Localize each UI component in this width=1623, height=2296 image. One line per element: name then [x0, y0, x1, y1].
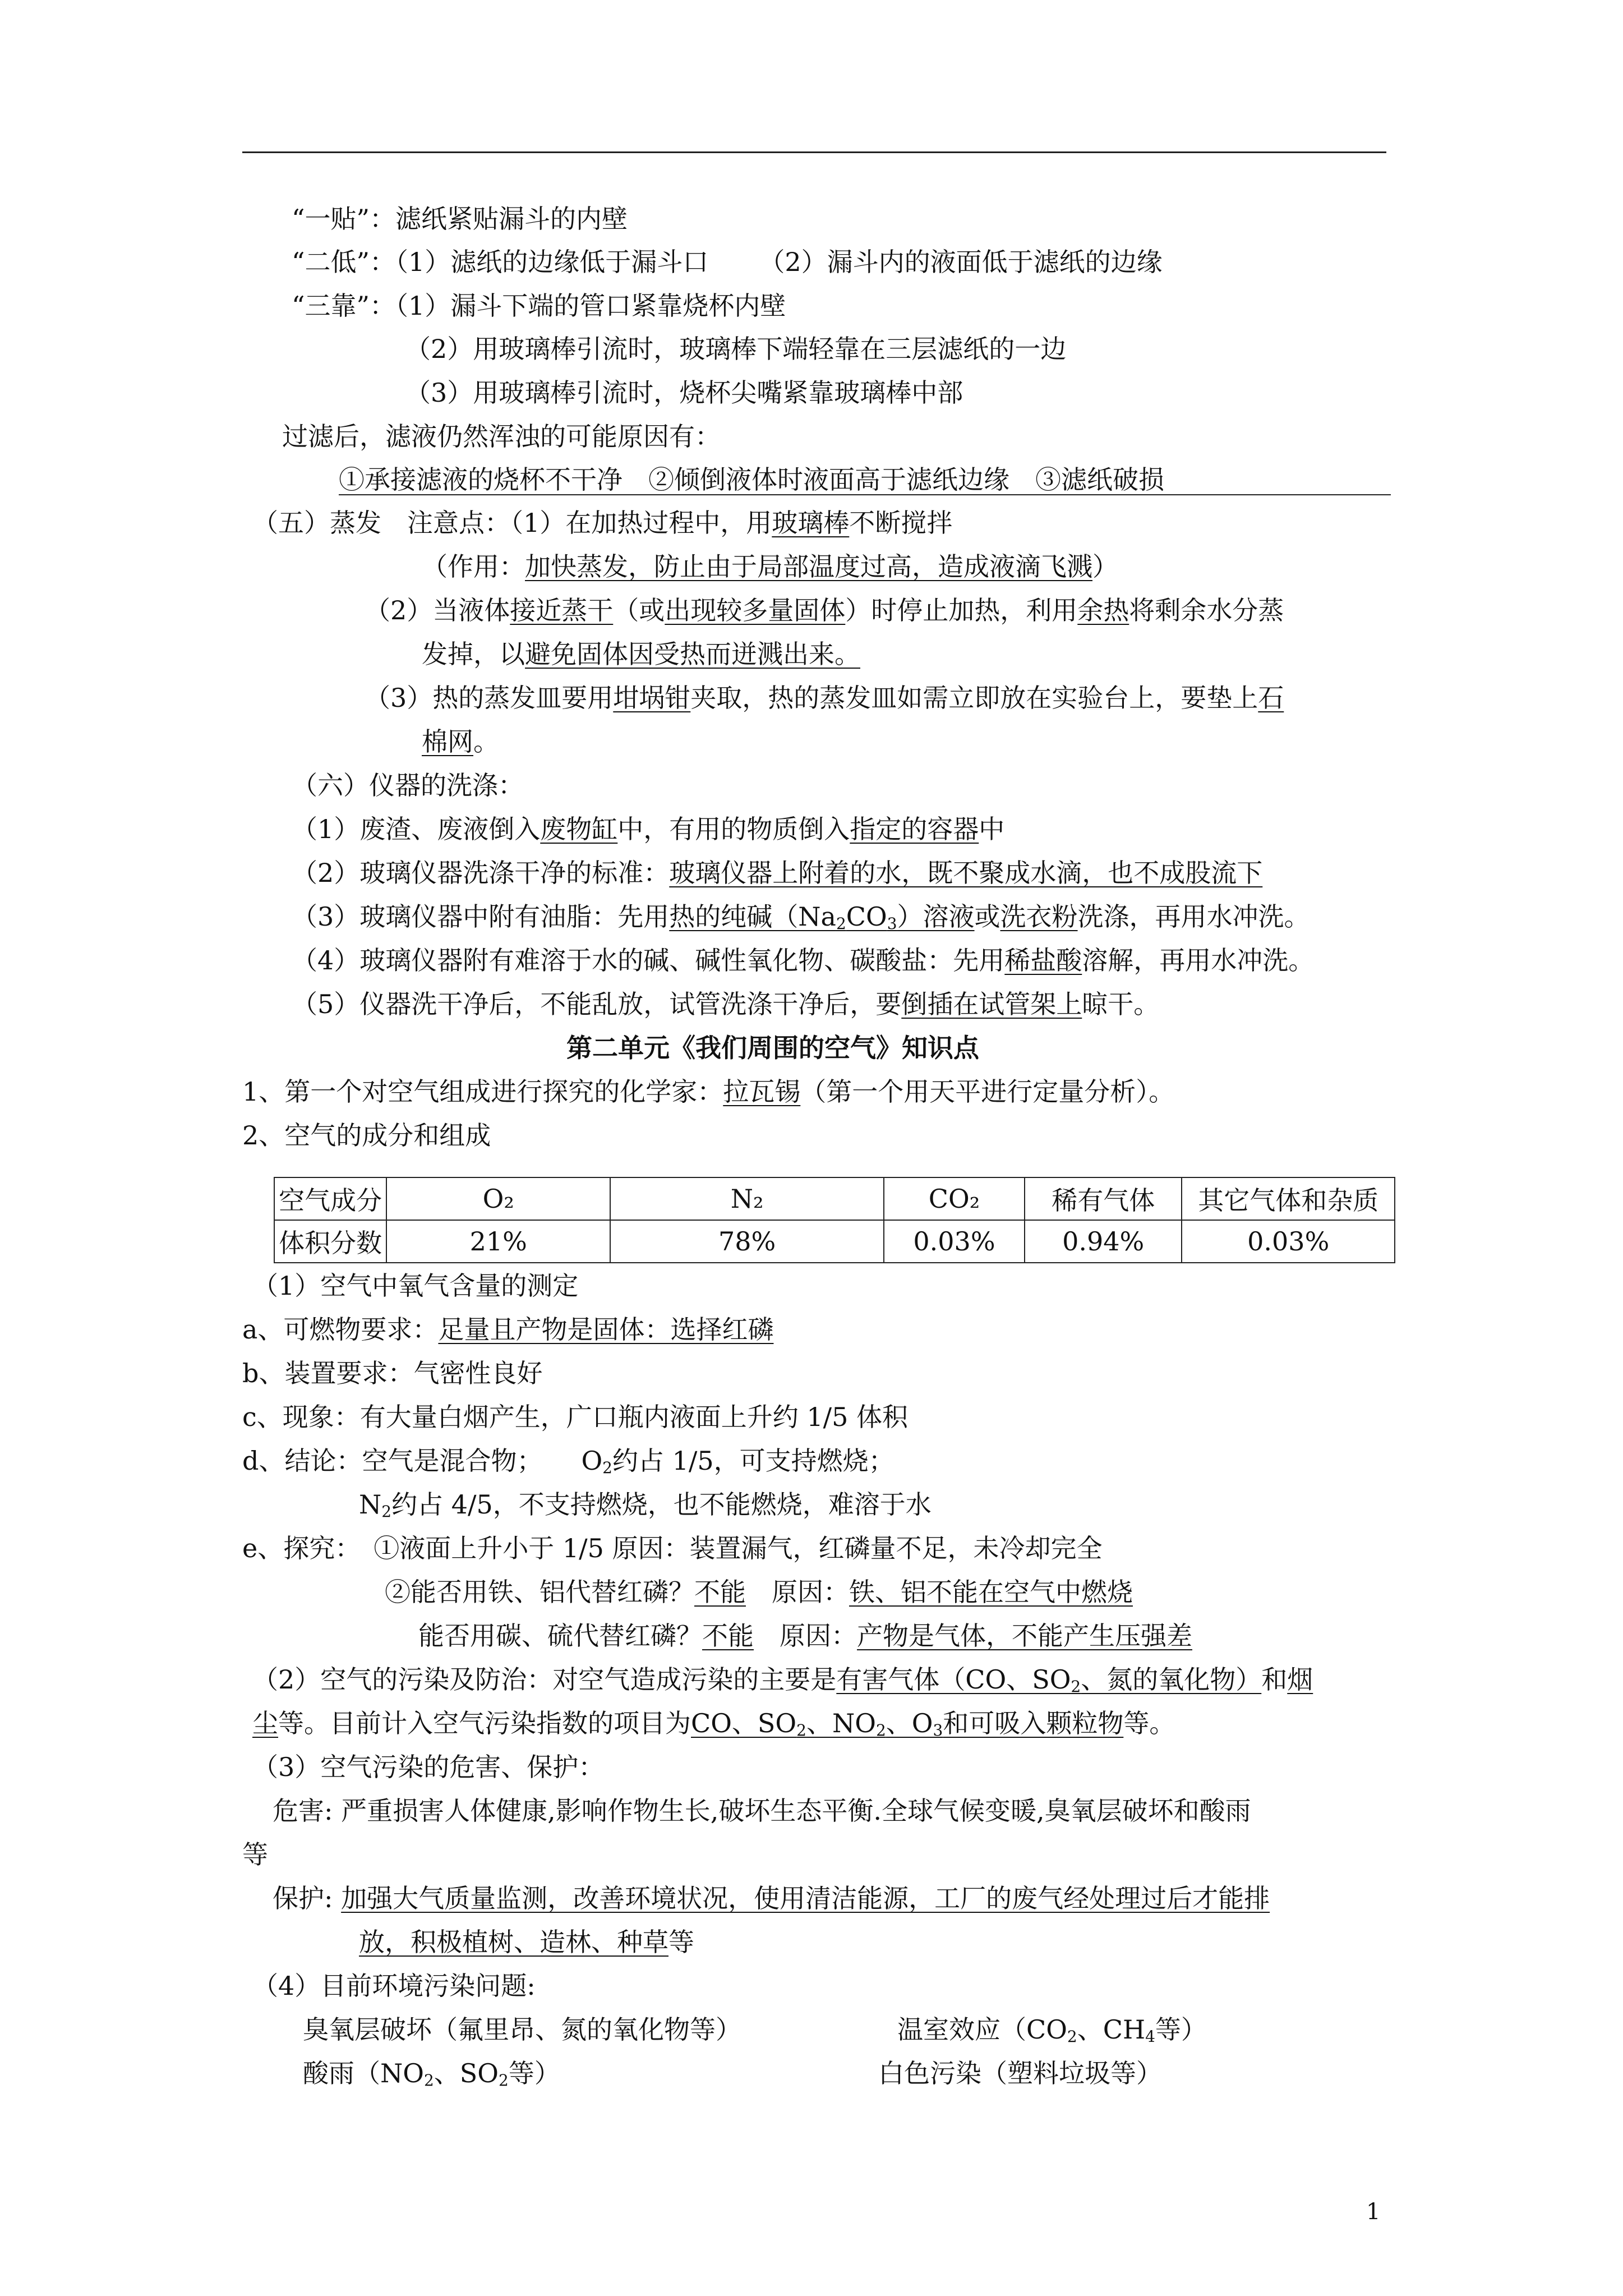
- evap-p3-end: 。: [473, 726, 499, 757]
- evap-p3: [365, 681, 1284, 715]
- poll-acid-s1: 2: [423, 2071, 434, 2090]
- oxy-d: [242, 1444, 895, 1485]
- poll-acid: [303, 2056, 560, 2097]
- table-cell: CO₂: [884, 1177, 1025, 1220]
- poll-p2-l2-u2b: 、NO: [806, 1708, 876, 1738]
- poll-ozone: 臭氧层破坏（氟里昂、氮的氧化物等）: [303, 2014, 741, 2045]
- unit2-p1-b: （第一个用天平进行定量分析）。: [800, 1076, 1175, 1107]
- poll-protect-u2: 放，积极植树、造林、种草: [359, 1927, 668, 1957]
- poll-gh-a: 温室效应（CO: [897, 2014, 1067, 2045]
- evap-p2: [365, 593, 1284, 627]
- wash-i4-a: （4）玻璃仪器附有难溶于水的碱、碱性氧化物、碳酸盐：先用: [292, 945, 1005, 976]
- table-cell: 空气成分: [274, 1177, 386, 1220]
- filter-sankao-3: （3）用玻璃棒引流时，烧杯尖嘴紧靠玻璃棒中部: [405, 378, 963, 408]
- oxy-e3-u2: 产物是气体，不能产生压强差: [857, 1621, 1192, 1651]
- filter-turbid-title: 过滤后，滤液仍然浑浊的可能原因有：: [282, 421, 721, 452]
- wash-item-5: [292, 987, 1159, 1021]
- evap-p2-solid: 出现较多量固体: [665, 595, 846, 625]
- wash-i1-a: （1）废渣、废液倒入: [292, 814, 541, 844]
- wash-i2-u: 玻璃仪器上附着的水，既不聚成水滴，也不成股流下: [669, 858, 1263, 888]
- evap-p2-a: （2）当液体: [365, 595, 510, 625]
- poll-acid-c: 等）: [508, 2058, 560, 2088]
- table-cell: O₂: [386, 1177, 610, 1220]
- wash-item-3: [292, 900, 1310, 941]
- evap-head-text: （五）蒸发 注意点：（1）在加热过程中，用: [252, 508, 772, 538]
- table-cell: N₂: [610, 1177, 884, 1220]
- oxy-e3: [418, 1619, 1192, 1653]
- unit2-p2: 2、空气的成分和组成: [242, 1120, 491, 1151]
- oxy-d-sub: 2: [602, 1458, 612, 1477]
- filter-erdi: [292, 245, 1163, 279]
- filter-sankao-2: （2）用玻璃棒引流时，玻璃棒下端轻靠在三层滤纸的一边: [405, 334, 1067, 364]
- oxy-e2-b: 原因：: [746, 1577, 849, 1607]
- table-cell: 0.03%: [1182, 1220, 1395, 1263]
- turbid-underline: [339, 494, 1391, 495]
- table-cell: 其它气体和杂质: [1182, 1177, 1395, 1220]
- poll-gh-b: 、CH: [1077, 2014, 1146, 2045]
- evap-role-open: （作用：: [422, 551, 525, 582]
- poll-gh-s1: 2: [1067, 2027, 1077, 2046]
- oxy-e3-u1: 不能: [702, 1621, 754, 1651]
- table-cell: 0.94%: [1025, 1220, 1182, 1263]
- poll-white: 白色污染（塑料垃圾等）: [878, 2058, 1162, 2088]
- poll-p2-a: （2）空气的污染及防治：对空气造成污染的主要是: [252, 1664, 837, 1695]
- wash-item-4: [292, 944, 1314, 977]
- poll-p2-u2: 烟: [1287, 1664, 1313, 1695]
- poll-p2-l2-s3: 3: [933, 1721, 943, 1740]
- table-cell: 78%: [610, 1220, 884, 1263]
- oxy-e2-a: ②能否用铁、铝代替红磷？: [385, 1577, 694, 1607]
- poll-p2-u1b: 、氮的氧化物）: [1081, 1664, 1262, 1695]
- table-cell: 体积分数: [274, 1220, 386, 1263]
- oxy-e3-a: 能否用碳、硫代替红磷？: [418, 1621, 702, 1651]
- evap-p2-near-dry: 接近蒸干: [510, 595, 614, 625]
- poll-acid-b: 、SO: [434, 2058, 499, 2088]
- wash-i4-u: 稀盐酸: [1004, 945, 1082, 976]
- poll-protect-u1: 加强大气质量监测，改善环境状况，使用清洁能源，工厂的废气经处理过后才能排: [341, 1883, 1270, 1913]
- poll-p2: [252, 1663, 1313, 1704]
- wash-i3-c: 洗涤，再用水冲洗。: [1077, 901, 1310, 932]
- oxy-e3-b: 原因：: [754, 1621, 857, 1651]
- wash-i1-u2: 指定的容器: [850, 814, 979, 844]
- oxy-d-b: 约占 1/5，可支持燃烧；: [612, 1446, 895, 1476]
- poll-p2-line2: [252, 1706, 1175, 1747]
- evap-p3-asb1: 石: [1258, 683, 1284, 713]
- table-cell: 0.03%: [884, 1220, 1025, 1263]
- wash-i3-sub1: 2: [836, 914, 846, 933]
- oxy-a: [242, 1313, 773, 1346]
- oxy-e1: e、探究： ①液面上升小于 1/5 原因：装置漏气，红磷量不足，未冷却完全: [242, 1533, 1103, 1563]
- poll-harm: 危害: 严重损害人体健康,影响作物生长,破坏生态平衡.全球气候变暖,臭氧层破坏和酸雨: [273, 1796, 1251, 1826]
- poll-protect-end: 等: [668, 1927, 694, 1957]
- poll-p2-sub1: 2: [1071, 1677, 1081, 1696]
- oxy-d2: [359, 1488, 932, 1529]
- evap-role-text: 加快蒸发，防止由于局部温度过高，造成液滴飞溅: [525, 551, 1092, 582]
- oxy-d2-a: N: [359, 1489, 382, 1520]
- evap-p2-l2-a: 发掉，以: [422, 639, 525, 669]
- wash-i3-u2: 洗衣粉: [1000, 901, 1078, 932]
- poll-harm-end: 等: [242, 1839, 268, 1870]
- poll-p2-l2-u2d: 和可吸入颗粒物: [943, 1708, 1124, 1738]
- air-composition-table: [274, 1177, 1395, 1263]
- oxy-a-pre: a、可燃物要求：: [242, 1314, 439, 1345]
- table-row-header: [274, 1177, 1395, 1220]
- wash-i3-u1c: ）溶液: [897, 901, 975, 932]
- oxy-d2-sub: 2: [381, 1502, 392, 1521]
- evap-p2-d: 将剩余水分蒸: [1129, 595, 1284, 625]
- wash-i1-c: 中: [979, 814, 1005, 844]
- poll-acid-s2: 2: [499, 2071, 509, 2090]
- unit2-p1-u: 拉瓦锡: [723, 1076, 801, 1107]
- wash-i5-b: 晾干。: [1082, 989, 1160, 1019]
- filter-yitie: “一贴”：滤纸紧贴漏斗的内壁: [292, 204, 628, 234]
- wash-i2-a: （2）玻璃仪器洗涤干净的标准：: [292, 858, 670, 888]
- evap-p2-heat: 余热: [1077, 595, 1129, 625]
- poll-p2-u1: 有害气体（CO、SO: [836, 1664, 1071, 1695]
- oxy-b: b、装置要求：气密性良好: [242, 1358, 543, 1388]
- evap-role: [422, 550, 1118, 583]
- poll-protect-a: 保护:: [273, 1883, 342, 1913]
- poll-gh-s2: 4: [1145, 2027, 1155, 2046]
- wash-i5-u: 倒插在试管架上: [901, 989, 1082, 1019]
- evap-p3-b: 夹取，热的蒸发皿如需立即放在实验台上，要垫上: [690, 683, 1258, 713]
- poll-p2-l2-s2: 2: [875, 1721, 886, 1740]
- oxy-e2-u2: 铁、铝不能在空气中燃烧: [849, 1577, 1133, 1607]
- poll-p4-title: （4）目前环境污染问题:: [252, 1971, 536, 2001]
- evap-glass-rod: 玻璃棒: [772, 508, 850, 538]
- poll-p3-title: （3）空气污染的危害、保护：: [252, 1752, 605, 1782]
- evap-p3-line2: [422, 725, 499, 758]
- unit2-p1: [242, 1075, 1174, 1108]
- unit2-title: 第二单元《我们周围的空气》知识点: [566, 1033, 979, 1063]
- wash-title: （六）仪器的洗涤：: [292, 770, 524, 800]
- table-row-values: [274, 1220, 1395, 1263]
- wash-i3-a: （3）玻璃仪器中附有油脂：先用: [292, 901, 670, 932]
- filter-erdi-1: “二低”：（1）滤纸的边缘低于漏斗口: [292, 247, 709, 277]
- evap-p2-line2: [422, 637, 860, 671]
- oxy-d-a: d、结论：空气是混合物； O: [242, 1446, 603, 1476]
- oxy-title: （1）空气中氧气含量的测定: [252, 1271, 579, 1301]
- poll-p2-l2-u2a: CO、SO: [691, 1708, 797, 1738]
- wash-i1-u1: 废物缸: [540, 814, 618, 844]
- poll-protect-line2: [359, 1925, 694, 1959]
- poll-p2-l2-u2c: 、O: [886, 1708, 933, 1738]
- table-cell: 稀有气体: [1025, 1177, 1182, 1220]
- header-rule: [242, 151, 1386, 153]
- poll-p2-l2-a: 等。目前计入空气污染指数的项目为: [278, 1708, 691, 1738]
- poll-p2-l2-end: 等。: [1123, 1708, 1175, 1738]
- poll-gh-c: 等）: [1155, 2014, 1207, 2045]
- evap-p2-l2-u: 避免固体因受热而迸溅出来。: [525, 639, 860, 669]
- wash-i3-u1b: CO: [846, 901, 887, 932]
- wash-i4-b: 溶解，再用水冲洗。: [1082, 945, 1315, 976]
- poll-p2-l2-s1: 2: [796, 1721, 806, 1740]
- evap-head-end: 不断搅拌: [849, 508, 953, 538]
- wash-i3-b: 或: [974, 901, 1000, 932]
- evap-p2-c: ）时停止加热，利用: [845, 595, 1078, 625]
- evap-head: [252, 506, 952, 540]
- evap-p2-b: （或: [613, 595, 665, 625]
- filter-erdi-2: （2）漏斗内的液面低于滤纸的边缘: [759, 247, 1163, 277]
- poll-p2-b: 和: [1261, 1664, 1288, 1695]
- poll-acid-a: 酸雨（NO: [303, 2058, 424, 2088]
- table-cell: 21%: [386, 1220, 610, 1263]
- poll-greenhouse: [897, 2013, 1207, 2054]
- poll-p2-l2-u1: 尘: [252, 1708, 278, 1738]
- evap-p3-tongs: 坩埚钳: [613, 683, 691, 713]
- wash-item-2: [292, 856, 1262, 890]
- filter-turbid-reasons: ①承接滤液的烧杯不干净 ②倾倒液体时液面高于滤纸边缘 ③滤纸破损: [339, 464, 1164, 495]
- oxy-e2-u1: 不能: [694, 1577, 746, 1607]
- evap-p3-a: （3）热的蒸发皿要用: [365, 683, 614, 713]
- oxy-c: c、现象：有大量白烟产生，广口瓶内液面上升约 1/5 体积: [242, 1402, 909, 1432]
- oxy-e2: [385, 1575, 1133, 1609]
- poll-protect: [273, 1881, 1270, 1915]
- page-number: 1: [1366, 2199, 1381, 2225]
- wash-i3-u1: 热的纯碱（Na: [669, 901, 836, 932]
- oxy-a-u: 足量且产物是固体：选择红磷: [438, 1314, 774, 1345]
- evap-p3-asb2: 棉网: [422, 726, 473, 757]
- wash-i3-sub2: 3: [887, 914, 897, 933]
- wash-i1-b: 中，有用的物质倒入: [617, 814, 850, 844]
- filter-sankao-1: “三靠”：（1）漏斗下端的管口紧靠烧杯内壁: [292, 291, 786, 321]
- wash-item-1: [292, 812, 1004, 846]
- unit2-p1-a: 1、第一个对空气组成进行探究的化学家：: [242, 1076, 723, 1107]
- oxy-d2-b: 约占 4/5，不支持燃烧，也不能燃烧，难溶于水: [391, 1489, 932, 1520]
- wash-i5-a: （5）仪器洗干净后，不能乱放，试管洗涤干净后，要: [292, 989, 902, 1019]
- evap-role-close: ）: [1092, 551, 1118, 582]
